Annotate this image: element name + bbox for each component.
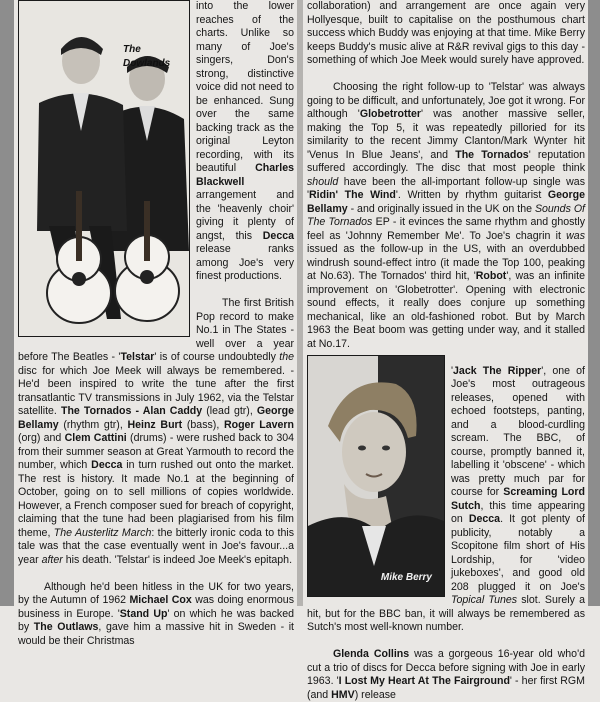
right-paragraph-3: 'Jack The Ripper', one of Joe's most outrageous releases, opened with echoed footsteps, panting, and a blood-curdling scream. The BBC, of course, promptly banned it, labelling it 'obscene' - which was pretty much par for course for Screaming Lord Sutch, this time appearing on Decca. It got plenty of publicity, notably a Scopitone film short of His Lordship, for 'video jukeboxes', and good old 208 plugged it on Joe's Topical Tunes slot. Surely a hit, but for the BBC ban, it will always be remembered as Sutch's most well-known number. [307,364,585,633]
left-page [18,0,295,647]
left-paragraph-3: Although he'd been hitless in the UK for two years, by the Autumn of 1962 Michael Cox was doing enormous business in Europe. 'Stand Up' on which he was backed by The Outlaws, gave him a massive hit in Sweden - it would be their Christmas [18,580,295,647]
mike-berry-caption: Mike Berry [380,571,432,583]
right-edge-border [588,0,600,606]
left-paragraph-2: The first British Pop record to make No.1 in The States - well over a year before The Beatles - 'Telstar' is of course undoubtedly the disc for which Joe Meek will always be remembered. - He'd been inspired to write the tune after the first transatlantic TV transmissions in July 1962, via the Telstar satellite. The Tornados - Alan Caddy (lead gtr), George Bellamy (rhythm gtr), Heinz Burt (bass), Roger Lavern (org) and Clem Cattini (drums) - were rushed back to 304 from their summer season at Great Yarmouth to record the number, which Decca in turn rushed out onto the market. The rest is history. It made No.1 at the beginning of October, going on to sell millions of copies worldwide. However, a French composer sued for breach of copyright, claiming that the tune had been plagiarised from his film theme, The Austerlitz March: the bitterly ironic coda to this tale was that the case eventually went in Joe's favour...a year after his death. 'Telstar' is indeed Joe Meek's epitaph. [18,297,295,566]
right-paragraph-2: Choosing the right follow-up to 'Telstar' was always going to be difficult, and unfortunately, Joe got it wrong. For although 'Globetrotter' was another massive seller, making the Top 5, it was repeatedly pilloried for its similarity to the recent Jimmy Clanton/Mark Wynter hit 'Venus In Blue Jeans', and The Tornados' reputation suffered accordingly. The disc that most people think should have been the all-important follow-up single was 'Ridin' The Wind'. Written by rhythm guitarist George Bellamy - and originally issued in the UK on the Sounds Of The Tornados EP - it evinces the same rhythm and ghostly feel as 'Johnny Remember Me'. To Joe's chagrin it was issued as the follow-up in the US, with an overdubbed windrush sound-effect intro (it made the Top 100, peaking at No.63). The Tornados' third hit, 'Robot', was an infinite improvement on 'Globetrotter'. Opening with electronic sound effects, it really does conjure up something mechanical, like an old-fashioned robot. But by March 1963 the Beat boom was getting under way, and it stalled at No.17. [307,81,585,350]
mike-berry-illustration [308,356,444,596]
right-page [307,0,585,701]
mike-berry-photo [307,355,445,597]
page-spine [297,0,303,606]
left-edge-border [0,0,14,606]
right-paragraph-1: collaboration) and arrangement are once again very Hollyesque, built to capitalise on the posthumous chart success which Buddy was enjoying at that time. Mike Berry keeps Buddy's music alive at R&R revival gigs to this day - something of which Joe Meek would surely have approved. [307,0,585,66]
dowlands-photo [18,0,190,337]
left-paragraph-1: into the lower reaches of the charts. Unlike so many of Joe's singers, Don's strong, distinctive voice did not need to be enhanced. Sung over the same backing track as the original Leyton recording, with its beautiful Charles Blackwell arrangement and the 'heavenly choir' giving it plenty of angst, this Decca release ranks among Joe's very finest productions. [196,0,294,282]
right-paragraph-4: Glenda Collins was a gorgeous 16-year old who'd cut a trio of discs for Decca before signing with Joe in early 1963. 'I Lost My Heart At The Fairground' - her first RGM (and HMV) release [307,648,585,701]
dowlands-caption: The Dowlands [123,44,171,69]
